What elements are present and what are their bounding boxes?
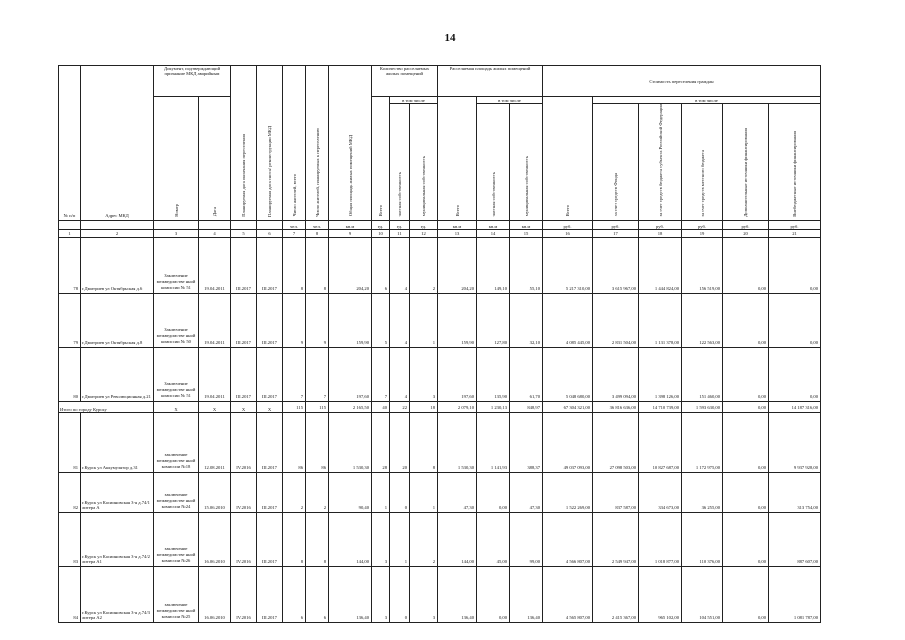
cell-region: 1 018 877,00 [639, 512, 682, 566]
cell-address: г.Курск ул Касииновская 3-я д.74/3 литера А2 [81, 566, 154, 622]
cell-doc: Заключение межведомстве нной комиссии № 51 [154, 347, 199, 401]
cell-fund: 2 831 504,00 [593, 293, 639, 347]
cell-res-total: 8 [283, 512, 306, 566]
cell-area: 1 530,30 [329, 412, 372, 472]
cell-region: 1 131 378,00 [639, 293, 682, 347]
header-document-group: Документ, подтверждающий признание МКД аварийным [154, 66, 231, 97]
header-cost-local: за счет средств местного бюджета [682, 104, 723, 221]
header-rooms-including: в том числе [390, 97, 438, 104]
column-index-row [59, 229, 821, 237]
cell-rooms-priv: 0 [390, 472, 410, 512]
cell-date: 19.04.2011 [199, 237, 231, 293]
resettlement-table-wrapper [58, 65, 821, 623]
cell-res-plan: 8 [306, 237, 329, 293]
column-index: 16 [543, 229, 593, 237]
cell-cost: 4 566 807,00 [543, 512, 593, 566]
unit-cell: руб. [543, 220, 593, 229]
total-cell: 22 [390, 401, 410, 412]
cell-doc: заключение межведомстве нной комиссии №26 [154, 512, 199, 566]
cell-sq: 204,20 [438, 237, 477, 293]
cell-extra: 0,00 [769, 347, 821, 401]
cell-region: 10 827 687,00 [639, 412, 682, 472]
cell-date: 16.06.2010 [199, 512, 231, 566]
unit-cell: чел. [306, 220, 329, 229]
cell-sq-mun: 47,30 [510, 472, 543, 512]
cell-sq-priv: 0,00 [477, 566, 510, 622]
cell-sq-priv: 1 141,93 [477, 412, 510, 472]
units-row [59, 220, 821, 229]
column-index: 18 [639, 229, 682, 237]
column-index: 10 [372, 229, 390, 237]
cell-sq-mun: 55,10 [510, 237, 543, 293]
cell-sq-priv: 135,90 [477, 347, 510, 401]
cell-cost: 4 565 807,00 [543, 566, 593, 622]
column-index: 21 [769, 229, 821, 237]
header-cost-fund: за счет средств Фонда [593, 104, 639, 221]
column-index: 20 [723, 229, 769, 237]
cell-res-plan: 8 [306, 512, 329, 566]
cell-doc: Заключение межведомстве нной комиссии № 50 [154, 293, 199, 347]
cell-extra: 0,00 [769, 237, 821, 293]
resettlement-table [58, 65, 821, 623]
header-rooms-total: Всего [372, 97, 390, 221]
unit-cell: ед. [390, 220, 410, 229]
cell-sq: 144,00 [438, 512, 477, 566]
cell-fund: 27 098 503,00 [593, 412, 639, 472]
cell-demolish: III.2017 [257, 237, 283, 293]
cell-rooms: 7 [372, 347, 390, 401]
table-row [59, 512, 821, 566]
column-index: 3 [154, 229, 199, 237]
cell-address: г.Дмитриев ул Октябрьская д.6 [81, 237, 154, 293]
header-planned-end-date: Планируемая дата окончания переселения [231, 66, 257, 221]
cell-rooms-mun: 3 [410, 347, 438, 401]
total-cell: 848,97 [510, 401, 543, 412]
cell-cost: 49 037 093,00 [543, 412, 593, 472]
cell-rooms-mun: 1 [410, 472, 438, 512]
cell-fund: 3 615 967,00 [593, 237, 639, 293]
cell-date: 16.06.2010 [199, 566, 231, 622]
cell-sq-mun: 99,00 [510, 512, 543, 566]
cell-date: 19.04.2011 [199, 293, 231, 347]
cell-rooms: 3 [372, 512, 390, 566]
cell-extra: 1 081 787,00 [769, 566, 821, 622]
cell-region: 334 673,00 [639, 472, 682, 512]
cell-add: 0,00 [723, 412, 769, 472]
cell-area: 144,00 [329, 512, 372, 566]
cell-no: 83 [59, 512, 81, 566]
cell-local: 122 563,00 [682, 293, 723, 347]
cell-fund: 2 549 947,00 [593, 512, 639, 566]
cell-end: III.2017 [231, 237, 257, 293]
cell-sq-mun: 32,10 [510, 293, 543, 347]
cell-rooms: 3 [372, 566, 390, 622]
cell-cost: 5 217 310,00 [543, 237, 593, 293]
cell-add: 0,00 [723, 566, 769, 622]
header-cost-additional: Дополнительные источники финансирования [723, 104, 769, 221]
cell-extra: 313 754,00 [769, 472, 821, 512]
unit-cell: руб. [682, 220, 723, 229]
column-index: 17 [593, 229, 639, 237]
unit-cell: руб. [593, 220, 639, 229]
cell-address: г.Дмитриев ул Октябрьская д.8 [81, 293, 154, 347]
cell-region: 965 102,00 [639, 566, 682, 622]
column-index: 8 [306, 229, 329, 237]
total-cell: X [231, 401, 257, 412]
total-cell: 115 [283, 401, 306, 412]
cell-add: 0,00 [723, 347, 769, 401]
cell-add: 0,00 [723, 293, 769, 347]
cell-no: 80 [59, 347, 81, 401]
cell-rooms: 6 [372, 237, 390, 293]
cell-no: 82 [59, 472, 81, 512]
cell-sq-mun: 388,37 [510, 412, 543, 472]
cell-res-total: 8 [283, 237, 306, 293]
cell-local: 36 255,00 [682, 472, 723, 512]
column-index: 19 [682, 229, 723, 237]
total-cell: 40 [372, 401, 390, 412]
unit-cell: ед. [372, 220, 390, 229]
header-doc-number: Номер [154, 97, 199, 221]
unit-cell: кв.м [510, 220, 543, 229]
header-cost-extrabudget: Внебюджетные источники финансирования [769, 104, 821, 221]
cell-sq-priv: 149,10 [477, 237, 510, 293]
cell-rooms-mun: 8 [410, 412, 438, 472]
cell-date: 12.08.2011 [199, 412, 231, 472]
cell-sq-mun: 136,40 [510, 566, 543, 622]
unit-cell [154, 220, 199, 229]
total-cell: 18 [410, 401, 438, 412]
total-cell: 67 304 321,00 [543, 401, 593, 412]
cell-sq-priv: 0,00 [477, 472, 510, 512]
table-row [59, 237, 821, 293]
cell-no: 84 [59, 566, 81, 622]
header-cost-total: Всего [543, 97, 593, 221]
page-number: 14 [444, 32, 456, 44]
cell-res-total: 2 [283, 472, 306, 512]
table-row [59, 566, 821, 622]
header-cost-region: за счет средств бюджета субъекта Российской Федерации [639, 104, 682, 221]
unit-cell: кв.м [477, 220, 510, 229]
cell-end: IV.2016 [231, 512, 257, 566]
header-cost-including: в том числе [593, 97, 821, 104]
total-cell: X [154, 401, 199, 412]
cell-address: г.Курск ул Касииновская 3-я д.74/2 литера А1 [81, 512, 154, 566]
column-index: 1 [59, 229, 81, 237]
cell-fund: 2 415 367,00 [593, 566, 639, 622]
cell-cost: 5 048 680,00 [543, 347, 593, 401]
header-residents-planned: Число жителей, планируемых к переселению [306, 66, 329, 221]
table-row [59, 472, 821, 512]
cell-date: 19.04.2011 [199, 347, 231, 401]
cell-local: 110 376,00 [682, 512, 723, 566]
table-row [59, 293, 821, 347]
cell-res-total: 6 [283, 566, 306, 622]
header-doc-date: Дата [199, 97, 231, 221]
cell-add: 0,00 [723, 472, 769, 512]
cell-res-plan: 86 [306, 412, 329, 472]
cell-doc: заключение межведомстве нной комиссии №18 [154, 412, 199, 472]
header-residents-total: Число жителей, всего [283, 66, 306, 221]
cell-doc: Заключение межведомстве нной комиссии № 51 [154, 237, 199, 293]
total-cell: 2 165,50 [329, 401, 372, 412]
header-total-area: Общая площадь жилых помещений МКД [329, 66, 372, 221]
header-area-municipal: муниципальная собственность [510, 104, 543, 221]
cell-rooms-priv: 4 [390, 237, 410, 293]
cell-doc: заключение межведомстве нной комиссии №24 [154, 472, 199, 512]
cell-res-plan: 7 [306, 347, 329, 401]
total-cell: 115 [306, 401, 329, 412]
cell-sq-priv: 45,00 [477, 512, 510, 566]
unit-cell: ед. [410, 220, 438, 229]
cell-res-total: 9 [283, 293, 306, 347]
cell-local: 151 460,00 [682, 347, 723, 401]
table-body-dmitriev [59, 237, 821, 401]
cell-end: III.2017 [231, 347, 257, 401]
cell-fund: 3 499 094,00 [593, 347, 639, 401]
total-cell: 1 230,13 [477, 401, 510, 412]
unit-cell: чел. [283, 220, 306, 229]
cell-local: 1 172 975,00 [682, 412, 723, 472]
cell-demolish: III.2017 [257, 293, 283, 347]
cell-sq: 136,40 [438, 566, 477, 622]
cell-res-plan: 2 [306, 472, 329, 512]
cell-rooms-mun: 3 [410, 566, 438, 622]
unit-cell [231, 220, 257, 229]
cell-extra: 887 607,00 [769, 512, 821, 566]
total-cell: 14 187 316,00 [769, 401, 821, 412]
column-index: 14 [477, 229, 510, 237]
total-cell: X [257, 401, 283, 412]
column-index: 2 [81, 229, 154, 237]
header-rooms-private: частная собственность [390, 104, 410, 221]
cell-rooms-priv: 0 [390, 566, 410, 622]
unit-cell: руб. [723, 220, 769, 229]
cell-area: 159,90 [329, 293, 372, 347]
cell-res-total: 86 [283, 412, 306, 472]
unit-cell [199, 220, 231, 229]
column-index: 12 [410, 229, 438, 237]
total-label: Итого по городу Курску [59, 401, 154, 412]
total-cell: 1 593 630,00 [682, 401, 723, 412]
total-row [59, 401, 821, 412]
unit-cell [81, 220, 154, 229]
column-index: 7 [283, 229, 306, 237]
cell-area: 136,40 [329, 566, 372, 622]
cell-rooms-mun: 2 [410, 237, 438, 293]
header-area-group: Расселяемая площадь жилых помещений [438, 66, 543, 97]
cell-rooms-mun: 2 [410, 512, 438, 566]
cell-region: 1 444 824,00 [639, 237, 682, 293]
column-index: 4 [199, 229, 231, 237]
cell-cost: 1 522 269,00 [543, 472, 593, 512]
unit-cell: руб. [639, 220, 682, 229]
cell-end: IV.2016 [231, 566, 257, 622]
cell-demolish: III.2017 [257, 512, 283, 566]
cell-region: 1 398 126,00 [639, 347, 682, 401]
cell-area: 204,20 [329, 237, 372, 293]
cell-address: г.Дмитриев ул Революционная д.21 [81, 347, 154, 401]
table-row [59, 412, 821, 472]
unit-cell: кв.м [438, 220, 477, 229]
table-total [59, 401, 821, 412]
column-index: 9 [329, 229, 372, 237]
header-area-including: в том числе [477, 97, 543, 104]
cell-local: 104 551,00 [682, 566, 723, 622]
table-body-kursk [59, 412, 821, 622]
unit-cell: руб. [769, 220, 821, 229]
cell-address: г.Курск ул Касииновская 3-я д.74/1 литера А [81, 472, 154, 512]
cell-rooms-priv: 4 [390, 347, 410, 401]
total-cell: 36 816 636,00 [593, 401, 639, 412]
cell-extra: 9 937 928,00 [769, 412, 821, 472]
cell-no: 79 [59, 293, 81, 347]
cell-fund: 837 587,00 [593, 472, 639, 512]
cell-demolish: III.2017 [257, 347, 283, 401]
total-cell: 0,00 [723, 401, 769, 412]
cell-rooms: 5 [372, 293, 390, 347]
header-address: Адрес МКД [81, 66, 154, 221]
column-index: 5 [231, 229, 257, 237]
cell-rooms: 1 [372, 472, 390, 512]
cell-sq: 197,60 [438, 347, 477, 401]
header-area-private: частная собственность [477, 104, 510, 221]
column-index: 6 [257, 229, 283, 237]
column-index: 11 [390, 229, 410, 237]
table-header [59, 66, 821, 238]
cell-rooms-priv: 1 [390, 512, 410, 566]
cell-no: 78 [59, 237, 81, 293]
header-cost-group: Стоимость переселения граждан [543, 66, 821, 97]
cell-local: 156 519,00 [682, 237, 723, 293]
cell-sq: 47,30 [438, 472, 477, 512]
cell-area: 90,40 [329, 472, 372, 512]
table-row [59, 347, 821, 401]
cell-cost: 4 085 445,00 [543, 293, 593, 347]
cell-end: IV.2016 [231, 472, 257, 512]
cell-sq-priv: 127,80 [477, 293, 510, 347]
cell-add: 0,00 [723, 237, 769, 293]
cell-no: 81 [59, 412, 81, 472]
header-rooms-group: Количество расселяемых жилых помещений [372, 66, 438, 97]
cell-demolish: III.2017 [257, 566, 283, 622]
cell-rooms-mun: 1 [410, 293, 438, 347]
cell-add: 0,00 [723, 512, 769, 566]
cell-address: г.Курск ул Аккумулятор д.31 [81, 412, 154, 472]
unit-cell: кв.м [329, 220, 372, 229]
cell-demolish: III.2017 [257, 412, 283, 472]
cell-rooms-priv: 4 [390, 293, 410, 347]
column-index: 13 [438, 229, 477, 237]
cell-res-plan: 9 [306, 293, 329, 347]
cell-rooms-priv: 20 [390, 412, 410, 472]
cell-doc: заключение межведомстве нной комиссии №25 [154, 566, 199, 622]
cell-end: III.2017 [231, 293, 257, 347]
cell-res-total: 7 [283, 347, 306, 401]
total-cell: 14 710 739,00 [639, 401, 682, 412]
cell-sq-mun: 61,70 [510, 347, 543, 401]
unit-cell [257, 220, 283, 229]
header-planned-demolition-date: Планируемая дата сноса/ реконструкции МКД [257, 66, 283, 221]
cell-end: IV.2016 [231, 412, 257, 472]
total-cell: X [199, 401, 231, 412]
header-no: № п/п [59, 66, 81, 221]
cell-sq: 1 530,30 [438, 412, 477, 472]
column-index: 15 [510, 229, 543, 237]
cell-area: 197,60 [329, 347, 372, 401]
unit-cell [59, 220, 81, 229]
cell-sq: 159,90 [438, 293, 477, 347]
total-cell: 2 079,10 [438, 401, 477, 412]
header-area-total: Всего [438, 97, 477, 221]
cell-rooms: 28 [372, 412, 390, 472]
cell-res-plan: 6 [306, 566, 329, 622]
cell-extra: 0,00 [769, 293, 821, 347]
cell-date: 15.06.2010 [199, 472, 231, 512]
cell-demolish: III.2017 [257, 472, 283, 512]
header-rooms-municipal: муниципальная собственность [410, 104, 438, 221]
